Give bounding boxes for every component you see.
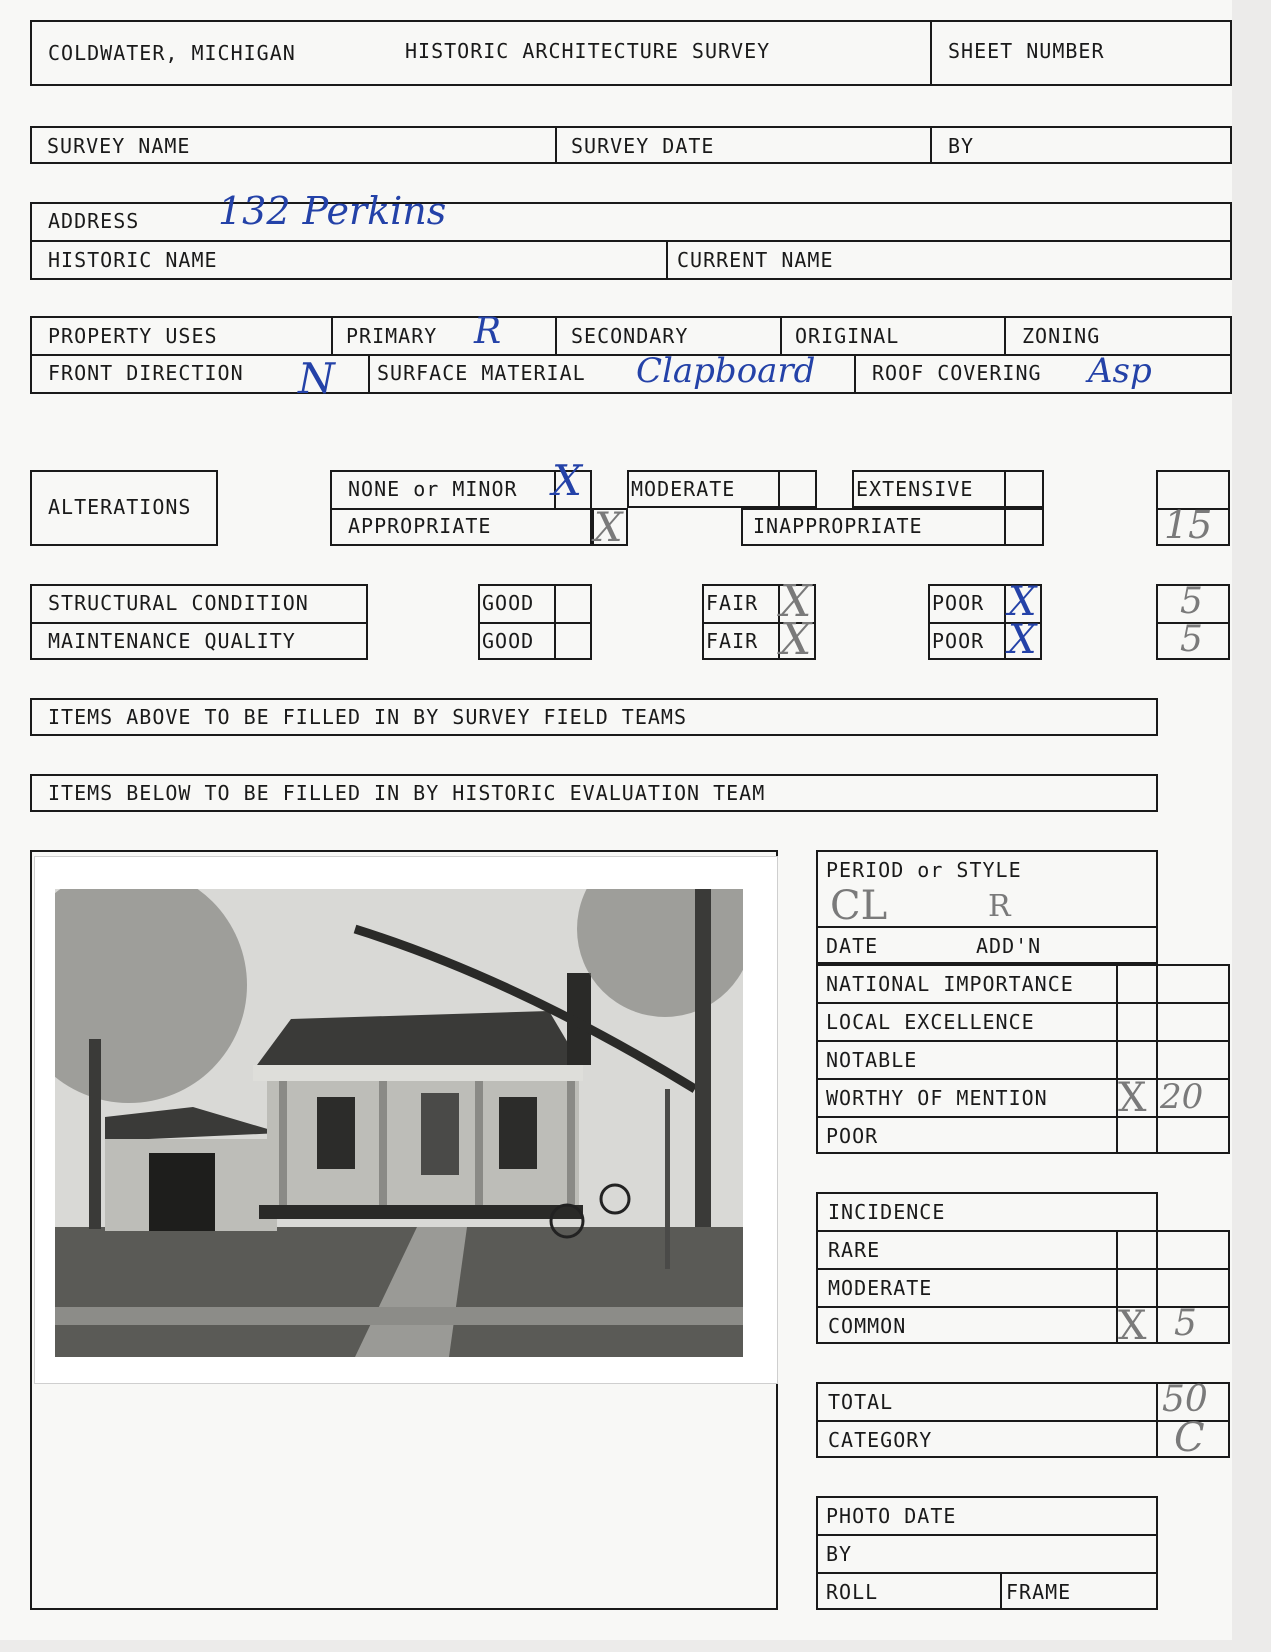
worthy-of-mention-label: WORTHY OF MENTION <box>826 1086 1048 1110</box>
photo-window-right <box>499 1097 537 1169</box>
appropriate-mark: X <box>594 505 623 551</box>
frame-label: FRAME <box>1006 1580 1072 1604</box>
common-mark: X <box>1118 1303 1147 1349</box>
structural-fair-label: FAIR <box>706 591 759 615</box>
none-minor-mark: X <box>552 456 582 505</box>
property-uses-label: PROPERTY USES <box>48 324 218 348</box>
note-above: ITEMS ABOVE TO BE FILLED IN BY SURVEY FIELD TEAMS <box>48 705 688 729</box>
photo-porch-post <box>567 1081 575 1213</box>
city-label: COLDWATER, MICHIGAN <box>48 41 296 65</box>
form-title: HISTORIC ARCHITECTURE SURVEY <box>405 39 771 63</box>
date-label: DATE <box>826 934 879 958</box>
photo-porch-post <box>475 1081 483 1213</box>
extensive-label: EXTENSIVE <box>856 477 974 501</box>
structural-poor-mark: X <box>1008 579 1037 625</box>
photo-porch-floor <box>259 1205 583 1219</box>
structural-condition-label: STRUCTURAL CONDITION <box>48 591 309 615</box>
maintenance-poor-mark: X <box>1008 617 1037 663</box>
note-below: ITEMS BELOW TO BE FILLED IN BY HISTORIC EVALUATION TEAM <box>48 781 766 805</box>
local-excellence-label: LOCAL EXCELLENCE <box>826 1010 1035 1034</box>
photo-garage-door <box>149 1153 215 1231</box>
photo-door <box>421 1093 459 1175</box>
maintenance-poor-label: POOR <box>932 629 985 653</box>
incidence-label: INCIDENCE <box>828 1200 946 1224</box>
photo-sidewalk <box>55 1307 743 1325</box>
structural-fair-mark: X <box>780 576 812 627</box>
photo-porch-post <box>379 1081 387 1213</box>
photo-window-left <box>317 1097 355 1169</box>
photo-tree-trunk <box>89 1039 101 1229</box>
total-value: 50 <box>1162 1379 1208 1420</box>
maintenance-score: 5 <box>1180 619 1203 660</box>
photo-sapling <box>665 1089 670 1269</box>
structural-poor-label: POOR <box>932 591 985 615</box>
structural-good-label: GOOD <box>482 591 535 615</box>
worthy-mark: X <box>1118 1075 1147 1121</box>
maintenance-fair-label: FAIR <box>706 629 759 653</box>
address-value: 132 Perkins <box>218 189 447 233</box>
photo-card <box>34 856 778 1384</box>
category-value: C <box>1174 1415 1205 1461</box>
current-name-label: CURRENT NAME <box>677 248 834 272</box>
alterations-score: 15 <box>1164 503 1213 547</box>
rare-label: RARE <box>828 1238 881 1262</box>
survey-name-label: SURVEY NAME <box>47 134 191 158</box>
roll-label: ROLL <box>826 1580 879 1604</box>
common-score: 5 <box>1174 1303 1197 1344</box>
total-label: TOTAL <box>828 1390 894 1414</box>
primary-label: PRIMARY <box>346 324 438 348</box>
sheet-number-label: SHEET NUMBER <box>948 39 1105 63</box>
secondary-label: SECONDARY <box>571 324 689 348</box>
appropriate-label: APPROPRIATE <box>348 514 492 538</box>
survey-date-label: SURVEY DATE <box>571 134 715 158</box>
primary-value: R <box>474 311 502 352</box>
worthy-score: 20 <box>1160 1077 1204 1117</box>
house-photograph <box>55 889 743 1357</box>
none-minor-label: NONE or MINOR <box>348 477 518 501</box>
maintenance-quality-label: MAINTENANCE QUALITY <box>48 629 296 653</box>
category-label: CATEGORY <box>828 1428 933 1452</box>
evaluation-poor-label: POOR <box>826 1124 879 1148</box>
address-label: ADDRESS <box>48 209 140 233</box>
photo-house-roof <box>257 1011 581 1065</box>
period-style-label: PERIOD or STYLE <box>826 858 1022 882</box>
photo-porch-roof <box>253 1065 583 1081</box>
inappropriate-label: INAPPROPRIATE <box>753 514 923 538</box>
maintenance-good-label: GOOD <box>482 629 535 653</box>
structural-score: 5 <box>1180 581 1203 622</box>
national-importance-label: NATIONAL IMPORTANCE <box>826 972 1074 996</box>
photo-by-label: BY <box>826 1542 853 1566</box>
addn-label: ADD'N <box>976 934 1042 958</box>
zoning-label: ZONING <box>1022 324 1101 348</box>
common-label: COMMON <box>828 1314 907 1338</box>
photo-date-label: PHOTO DATE <box>826 1504 957 1528</box>
front-direction-value: N <box>298 354 335 403</box>
roof-covering-label: ROOF COVERING <box>872 361 1042 385</box>
surface-material-value: Clapboard <box>636 351 816 391</box>
period-style-value: CL <box>830 883 888 929</box>
moderate-label: MODERATE <box>631 477 736 501</box>
roof-covering-value: Asp <box>1088 351 1152 391</box>
surface-material-label: SURFACE MATERIAL <box>377 361 586 385</box>
alterations-label: ALTERATIONS <box>48 495 192 519</box>
historic-name-label: HISTORIC NAME <box>48 248 218 272</box>
photo-utility-pole <box>695 889 711 1227</box>
front-direction-label: FRONT DIRECTION <box>48 361 244 385</box>
original-label: ORIGINAL <box>795 324 900 348</box>
notable-label: NOTABLE <box>826 1048 918 1072</box>
maintenance-fair-mark: X <box>780 614 812 665</box>
survey-by-label: BY <box>948 134 975 158</box>
incidence-moderate-label: MODERATE <box>828 1276 933 1300</box>
period-style-extra: R <box>988 889 1011 924</box>
photo-porch-post <box>279 1081 287 1213</box>
